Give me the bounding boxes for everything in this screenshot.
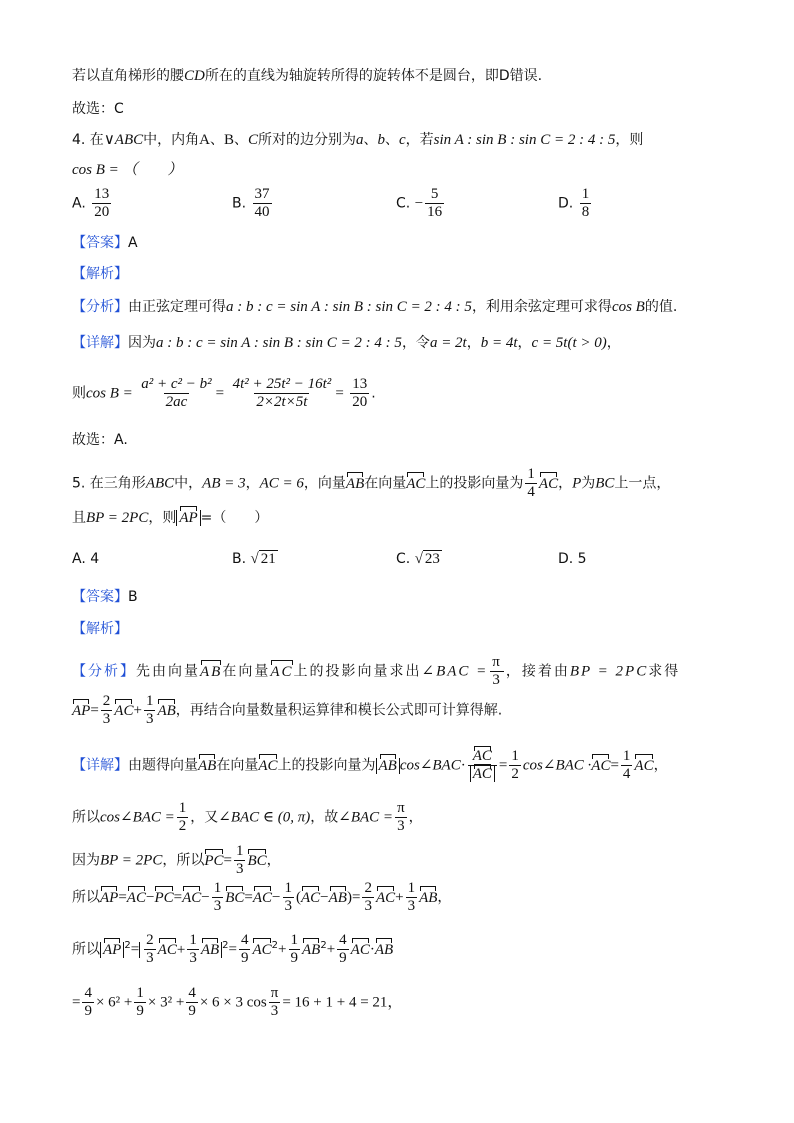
q5-detail-line2: 所以cos∠BAC = $\frac{1}{2}$ ，又∠BAC ∈ (0, π)，故∠BAC = $\frac{\pi}{3}$ ， (72, 800, 423, 834)
fraction: $\frac{13}{20}$ (94, 186, 110, 220)
fraction: $\frac{37}{40}$ (254, 186, 270, 220)
q5-option-b: B. √ 21 (232, 551, 276, 567)
fraction: $\frac{13}{20}$ (352, 376, 368, 410)
q4-jiexi: 【解析】 (72, 266, 128, 282)
q4-stem-line1: 4. 在∨ABC中，内角A、B、C所对的边分别为a、b、c，若sin A : sin B : sin C = 2 : 4 : 5，则 (72, 132, 644, 148)
q5-option-c: C. √ 23 (396, 551, 440, 567)
vector-ab: AB (345, 475, 365, 492)
q5-detail-line4: 所以AP=AC−PC=AC− $\frac{1}{3}$ BC=AC− $\frac{1}{3}$ (AC−AB)= $\frac{2}{3}$ AC+ $\frac{1}{3}$ AB， (72, 880, 452, 914)
q5-detail-line1: 【详解】由题得向量AB在向量AC上的投影向量为 AB cos∠BAC· $\frac{AC}{AC}$ = $\frac{1}{2}$ cos∠BAC ·AC= $\frac{1}{4}$ AC， (72, 748, 668, 782)
math-cd: CD (184, 68, 205, 84)
q5-jiexi: 【解析】 (72, 621, 128, 637)
fraction: $\frac{1}{8}$ (581, 186, 590, 220)
q5-answer: 【答案】B (72, 589, 138, 605)
q5-option-d: D. 5 (558, 551, 587, 567)
text: 若以直角梯形的腰 (72, 68, 184, 84)
q4-detail-line2: 则cos B = $\frac{\text{a² + c² − b²}}{2ac}$ = $\frac{\text{4t² + 25t² − 16t²}}{2\times 2t\times 5t}$ = $\frac{13}{20}$ . (72, 376, 376, 410)
q4-choose: 故选：A. (72, 432, 128, 448)
vector-ac: AC (406, 475, 426, 492)
q5-option-a: A. 4 (72, 551, 100, 567)
q4-analysis: 【分析】由正弦定理可得a : b : c = sin A : sin B : sin C = 2 : 4 : 5，利用余弦定理可求得cos B的值. (72, 299, 678, 315)
vector-ap: AP (179, 510, 198, 526)
sqrt: √ 21 (250, 551, 276, 567)
q5-analysis-line2: AP= $\frac{2}{3}$ AC+ $\frac{1}{3}$ AB，再结合向量数量积运算律和模长公式即可计算得解. (72, 693, 503, 727)
q5-detail-line5: 所以 AP $^2$= $\frac{2}{3}$ AC+ $\frac{1}{3}$ AB $^2$= $\frac{4}{9}$ $AC^2+$ $\frac{1}{9}$ $AB^2+$ $\frac{4}{9}$ AC·AB (72, 932, 394, 966)
q5-analysis-line1: 【分析】先由向量AB在向量AC上的投影向量求出∠BAC = $\frac{\pi}{3}$ ，接着由BP = 2PC求得 (72, 654, 681, 688)
sqrt: √ 23 (414, 551, 440, 567)
q4-option-b: B. $\frac{37}{40}$ (232, 186, 270, 220)
q3-choose: 故选：C (72, 101, 124, 117)
q4-answer: 【答案】A (72, 235, 138, 251)
q5-detail-line3: 因为BP = 2PC，所以PC= $\frac{1}{3}$ BC， (72, 843, 281, 877)
q5-stem-line1: 5. 在三角形ABC中，AB = 3，AC = 6，向量AB在向量AC上的投影向量为 $\frac{1}{4}$ AC，P为BC上一点， (72, 466, 671, 500)
q4-option-a: A. $\frac{13}{20}$ (72, 186, 110, 220)
fraction: $\frac{\text{a² + c² − b²}}{2ac}$ (141, 376, 212, 410)
vector-bc: BC (247, 852, 267, 869)
q4-detail-line1: 【详解】因为a : b : c = sin A : sin B : sin C = 2 : 4 : 5，令a = 2t，b = 4t，c = 5t(t > 0)， (72, 335, 621, 351)
vector-pc: PC (204, 852, 224, 869)
q3-conclusion-line (72, 66, 542, 86)
q5-stem-line2: 且BP = 2PC，则 AP =（ ） (72, 510, 269, 526)
q4-option-d: D. $\frac{1}{8}$ (558, 186, 590, 220)
fraction: $\frac{1}{4}$ (527, 466, 535, 500)
q4-option-c: C. − $\frac{5}{16}$ (396, 186, 443, 220)
fraction: $\frac{\pi}{3}$ (492, 654, 502, 688)
text: 所在的直线为轴旋转所得的旋转体不是圆台，即D错误. (204, 68, 543, 84)
fraction: $\frac{5}{16}$ (427, 186, 443, 220)
fraction: $\frac{\text{4t² + 25t² − 16t²}}{2\times 2t\times 5t}$ (232, 376, 332, 410)
q5-detail-line6: = $\frac{4}{9}$ × 6² + $\frac{1}{9}$ × 3² + $\frac{4}{9}$ × 6 × 3 cos $\frac{\pi}{3}$ = 16 + 1 + 4 = 21， (72, 985, 403, 1019)
q4-stem-line2: cos B = （ ） (72, 162, 183, 178)
